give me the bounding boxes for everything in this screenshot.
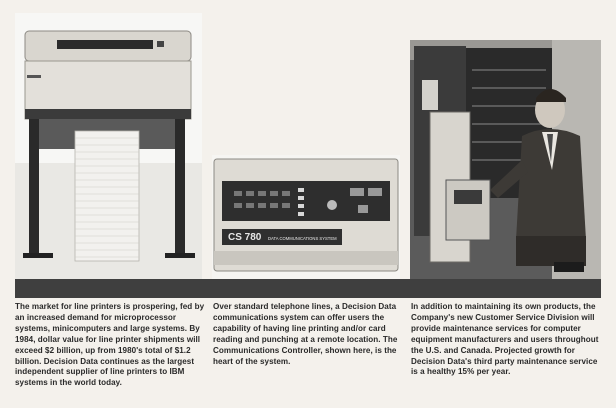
caption-line-printers: The market for line printers is prospering, fed by an increased demand for microprocessor systems, minicomputers and large systems. By 1984, dollar value for line printer shipments will exceed $2 billion, up from 1980's total of $1.2 billion. Decision Data continues as the largest independent supplier of line printers to IBM systems in the world today.	[15, 302, 205, 388]
line-printer-photo	[15, 13, 202, 279]
service-technician-photo	[410, 40, 601, 280]
caption-divider-band	[15, 279, 601, 298]
controller-model-sublabel: DATA COMMUNICATIONS SYSTEM	[268, 236, 337, 241]
communications-controller-photo	[212, 155, 400, 279]
caption-communications-system: Over standard telephone lines, a Decision Data communications system can offer users the capability of having line printing and/or card reading and punching at a remote location. The Communications Controller, shown here, is the heart of the system.	[213, 302, 398, 366]
controller-model-label: CS 780	[228, 232, 262, 243]
caption-customer-service: In addition to maintaining its own products, the Company's new Customer Service Division will provide maintenance services for computer equipment manufacturers and users throughout the U.S. and Canada. Projected growth for Decision Data's third party maintenance service is a healthy 15% per year.	[411, 302, 599, 377]
